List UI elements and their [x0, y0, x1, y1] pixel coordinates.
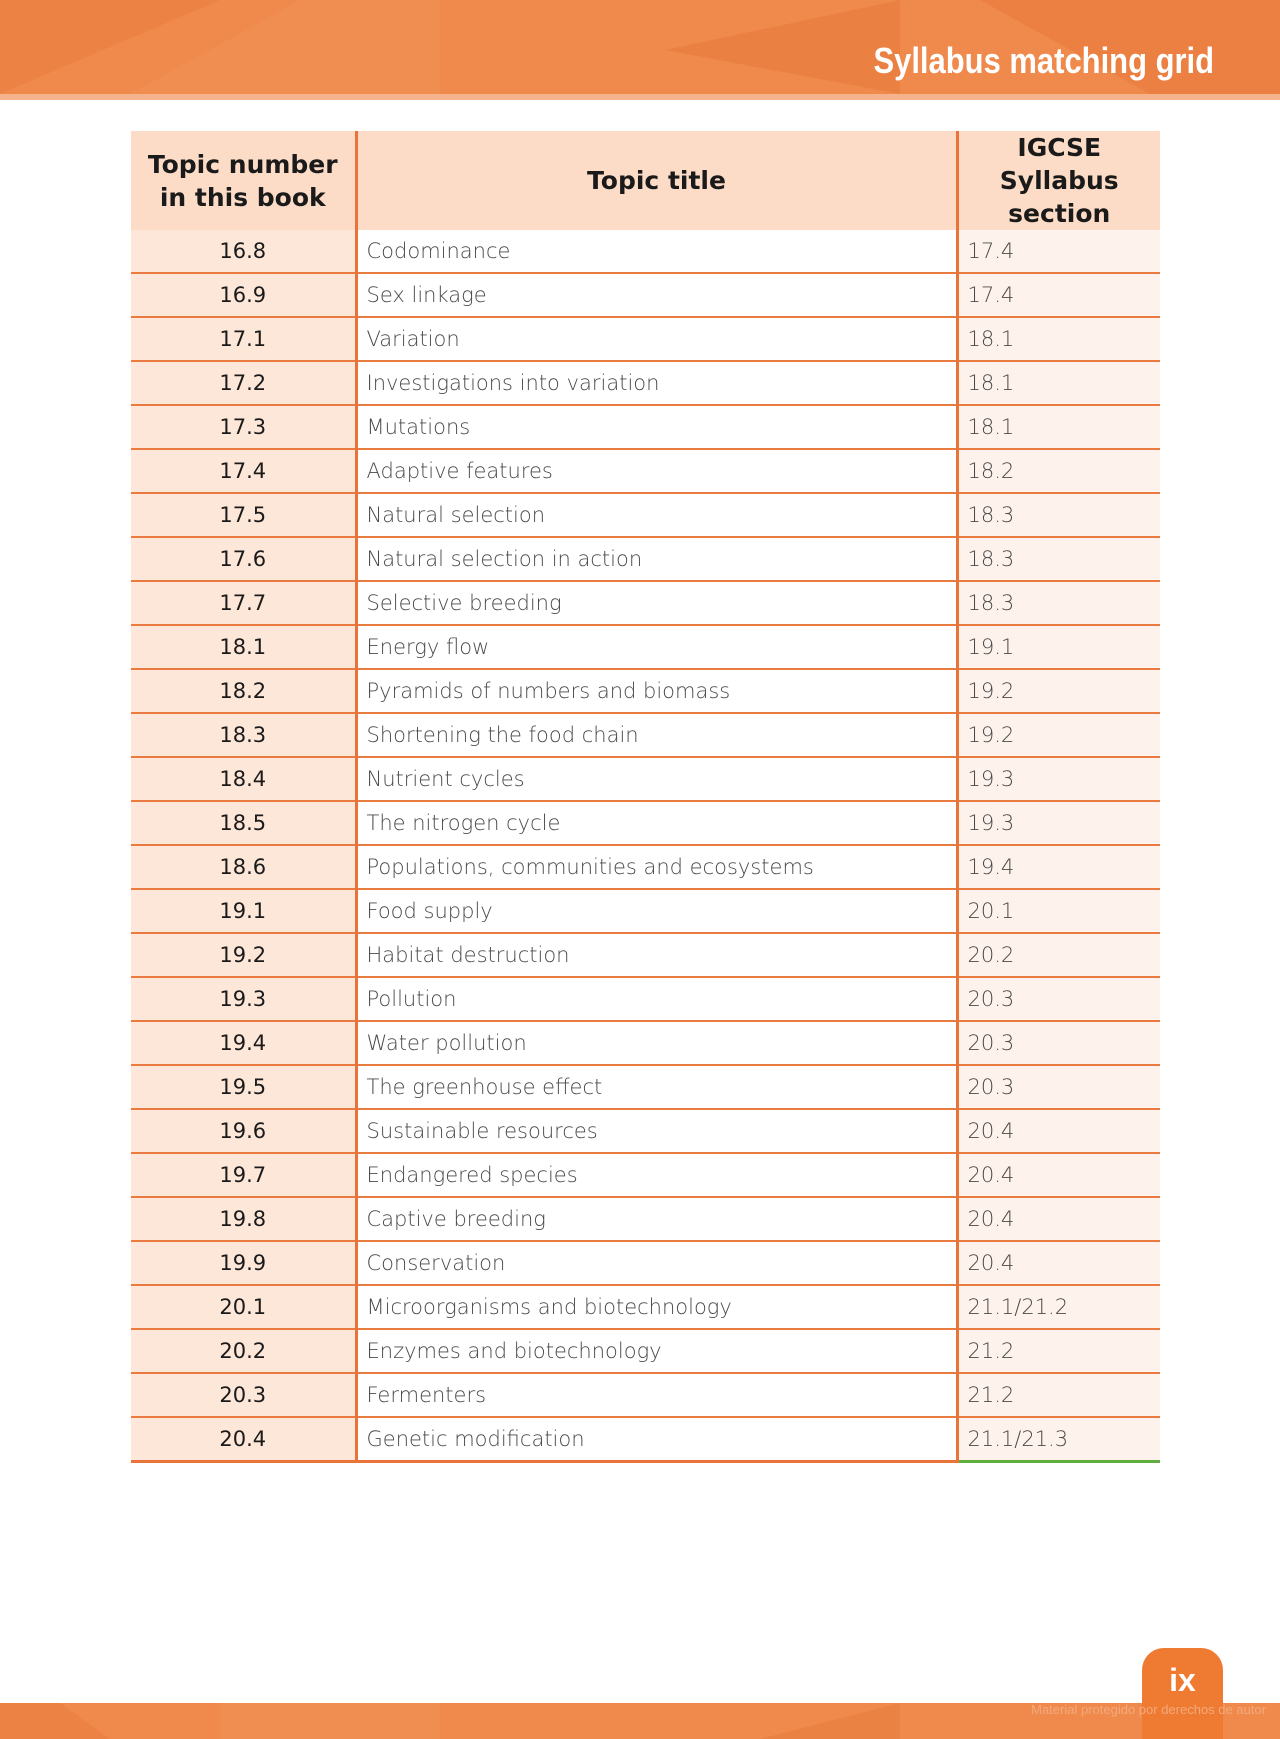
syllabus-section-cell: 18.1	[957, 317, 1160, 361]
syllabus-section-cell: 19.2	[957, 713, 1160, 757]
topic-number-cell: 20.3	[131, 1373, 356, 1417]
table-row	[131, 845, 1160, 889]
table-header-row	[131, 131, 1160, 230]
syllabus-section-cell: 20.3	[957, 977, 1160, 1021]
topic-title-cell: Pollution	[356, 977, 957, 1021]
column-header-syllabus-section: IGCSE Syllabus section	[957, 131, 1160, 230]
syllabus-section-cell: 20.4	[957, 1109, 1160, 1153]
topic-number-cell: 17.4	[131, 449, 356, 493]
topic-number-cell: 18.6	[131, 845, 356, 889]
topic-number-cell: 16.9	[131, 273, 356, 317]
topic-title-cell: Natural selection	[356, 493, 957, 537]
table-row	[131, 405, 1160, 449]
topic-title-cell: Genetic modification	[356, 1417, 957, 1462]
topic-title-cell: Habitat destruction	[356, 933, 957, 977]
syllabus-section-cell: 18.2	[957, 449, 1160, 493]
syllabus-section-cell: 20.3	[957, 1021, 1160, 1065]
topic-title-cell: Sex linkage	[356, 273, 957, 317]
topic-number-cell: 18.3	[131, 713, 356, 757]
topic-title-cell: Adaptive features	[356, 449, 957, 493]
topic-number-cell: 19.2	[131, 933, 356, 977]
table-row	[131, 1197, 1160, 1241]
syllabus-section-cell: 19.4	[957, 845, 1160, 889]
table-row	[131, 537, 1160, 581]
syllabus-section-cell: 21.1/21.3	[957, 1417, 1160, 1462]
syllabus-section-cell: 18.3	[957, 581, 1160, 625]
topic-title-cell: The greenhouse effect	[356, 1065, 957, 1109]
table-body	[131, 230, 1160, 1462]
column-header-topic-number: Topic number in this book	[131, 131, 356, 230]
syllabus-section-cell: 19.2	[957, 669, 1160, 713]
topic-number-cell: 18.5	[131, 801, 356, 845]
topic-title-cell: Variation	[356, 317, 957, 361]
header-divider	[0, 94, 1280, 100]
page-number-tab	[1142, 1648, 1223, 1739]
table-row	[131, 625, 1160, 669]
topic-title-cell: Enzymes and biotechnology	[356, 1329, 957, 1373]
syllabus-section-cell: 17.4	[957, 230, 1160, 273]
table-row	[131, 361, 1160, 405]
topic-title-cell: Sustainable resources	[356, 1109, 957, 1153]
topic-title-cell: Water pollution	[356, 1021, 957, 1065]
table-row	[131, 493, 1160, 537]
topic-title-cell: Populations, communities and ecosystems	[356, 845, 957, 889]
syllabus-section-cell: 20.4	[957, 1197, 1160, 1241]
topic-title-cell: Mutations	[356, 405, 957, 449]
topic-title-cell: Shortening the food chain	[356, 713, 957, 757]
syllabus-section-cell: 18.3	[957, 493, 1160, 537]
topic-number-cell: 17.3	[131, 405, 356, 449]
table-row	[131, 801, 1160, 845]
table-row	[131, 1109, 1160, 1153]
topic-number-cell: 19.3	[131, 977, 356, 1021]
syllabus-section-cell: 18.3	[957, 537, 1160, 581]
topic-title-cell: Conservation	[356, 1241, 957, 1285]
table-row	[131, 273, 1160, 317]
topic-number-cell: 17.1	[131, 317, 356, 361]
table-row	[131, 1065, 1160, 1109]
topic-title-cell: Selective breeding	[356, 581, 957, 625]
topic-number-cell: 18.1	[131, 625, 356, 669]
topic-number-cell: 17.6	[131, 537, 356, 581]
syllabus-section-cell: 17.4	[957, 273, 1160, 317]
table-row	[131, 230, 1160, 273]
topic-number-cell: 17.5	[131, 493, 356, 537]
topic-number-cell: 19.1	[131, 889, 356, 933]
syllabus-section-cell: 20.2	[957, 933, 1160, 977]
topic-title-cell: Captive breeding	[356, 1197, 957, 1241]
topic-title-cell: Endangered species	[356, 1153, 957, 1197]
table-row	[131, 933, 1160, 977]
table-row	[131, 1373, 1160, 1417]
syllabus-section-cell: 19.3	[957, 757, 1160, 801]
topic-number-cell: 19.4	[131, 1021, 356, 1065]
syllabus-section-cell: 19.1	[957, 625, 1160, 669]
topic-title-cell: Energy flow	[356, 625, 957, 669]
topic-number-cell: 19.5	[131, 1065, 356, 1109]
syllabus-section-cell: 21.1/21.2	[957, 1285, 1160, 1329]
topic-title-cell: Investigations into variation	[356, 361, 957, 405]
syllabus-section-cell: 20.4	[957, 1241, 1160, 1285]
topic-number-cell: 19.9	[131, 1241, 356, 1285]
syllabus-section-cell: 21.2	[957, 1329, 1160, 1373]
topic-number-cell: 18.4	[131, 757, 356, 801]
copyright-watermark: Material protegido por derechos de autor	[1031, 1702, 1266, 1717]
topic-number-cell: 16.8	[131, 230, 356, 273]
table-row	[131, 1021, 1160, 1065]
topic-title-cell: Fermenters	[356, 1373, 957, 1417]
topic-number-cell: 17.2	[131, 361, 356, 405]
table-row	[131, 977, 1160, 1021]
topic-title-cell: Codominance	[356, 230, 957, 273]
topic-title-cell: Pyramids of numbers and biomass	[356, 669, 957, 713]
topic-number-cell: 18.2	[131, 669, 356, 713]
page-number: ix	[1169, 1662, 1196, 1698]
table-row	[131, 669, 1160, 713]
topic-title-cell: The nitrogen cycle	[356, 801, 957, 845]
topic-title-cell: Natural selection in action	[356, 537, 957, 581]
table-row	[131, 1417, 1160, 1462]
topic-title-cell: Microorganisms and biotechnology	[356, 1285, 957, 1329]
topic-title-cell: Nutrient cycles	[356, 757, 957, 801]
topic-number-cell: 19.7	[131, 1153, 356, 1197]
table-row	[131, 1153, 1160, 1197]
header-band	[0, 0, 1280, 94]
table-row	[131, 317, 1160, 361]
syllabus-section-cell: 21.2	[957, 1373, 1160, 1417]
table-row	[131, 581, 1160, 625]
topic-number-cell: 20.2	[131, 1329, 356, 1373]
table-row	[131, 713, 1160, 757]
table-row	[131, 889, 1160, 933]
syllabus-section-cell: 20.4	[957, 1153, 1160, 1197]
page-title: Syllabus matching grid	[873, 40, 1214, 81]
syllabus-section-cell: 20.3	[957, 1065, 1160, 1109]
topic-title-cell: Food supply	[356, 889, 957, 933]
syllabus-section-cell: 18.1	[957, 361, 1160, 405]
topic-number-cell: 19.6	[131, 1109, 356, 1153]
table-row	[131, 1285, 1160, 1329]
topic-number-cell: 17.7	[131, 581, 356, 625]
table-row	[131, 1241, 1160, 1285]
syllabus-section-cell: 18.1	[957, 405, 1160, 449]
syllabus-section-cell: 19.3	[957, 801, 1160, 845]
topic-number-cell: 19.8	[131, 1197, 356, 1241]
topic-number-cell: 20.4	[131, 1417, 356, 1462]
table-row	[131, 757, 1160, 801]
syllabus-table	[131, 131, 1160, 1463]
table-row	[131, 1329, 1160, 1373]
syllabus-section-cell: 20.1	[957, 889, 1160, 933]
table-row	[131, 449, 1160, 493]
column-header-topic-title: Topic title	[356, 131, 957, 230]
topic-number-cell: 20.1	[131, 1285, 356, 1329]
